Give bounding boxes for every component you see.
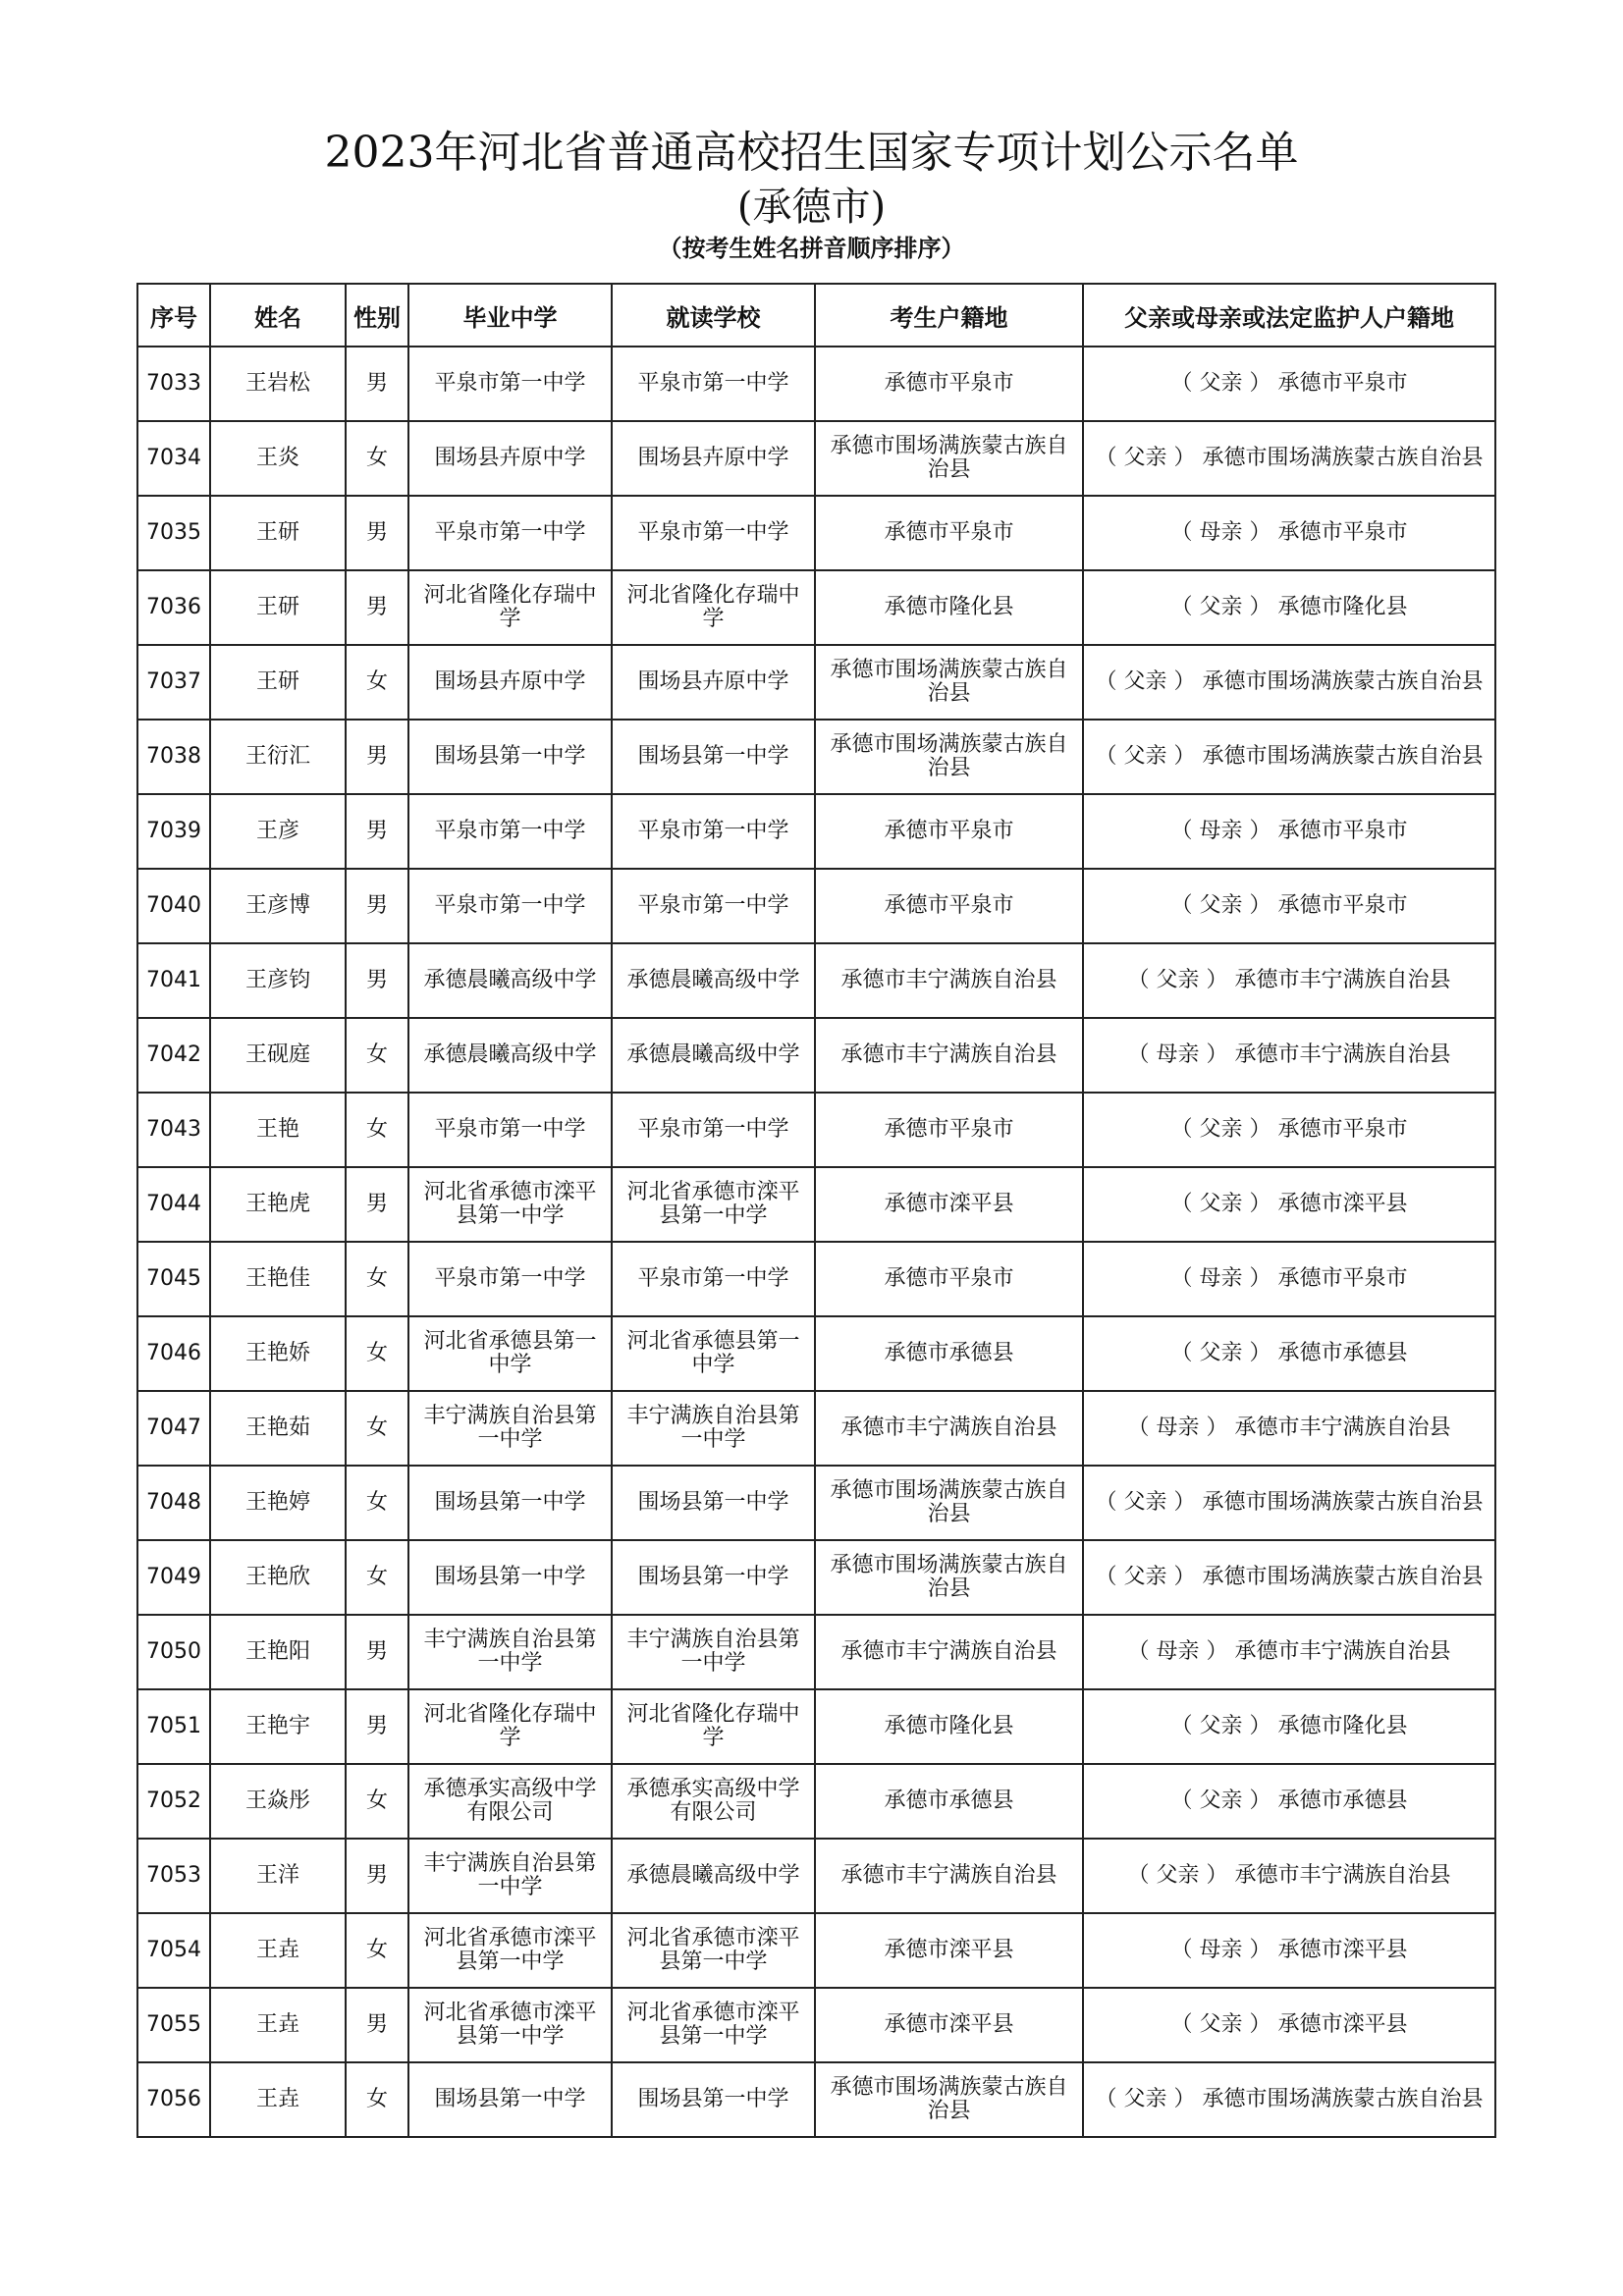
cell-grad-school: 丰宁满族自治县第一中学 — [408, 1391, 612, 1466]
cell-guardian-domicile: （ 母亲 ） 承德市丰宁满族自治县 — [1083, 1018, 1495, 1093]
cell-name: 王艳阳 — [210, 1615, 346, 1689]
table-row — [137, 869, 1495, 943]
cell-current-school: 围场县卉原中学 — [612, 421, 815, 496]
table-row — [137, 1167, 1495, 1242]
cell-number: 7038 — [137, 720, 210, 794]
cell-domicile: 承德市承德县 — [815, 1316, 1083, 1391]
cell-grad-school: 围场县卉原中学 — [408, 421, 612, 496]
col-header-name: 姓名 — [210, 284, 346, 347]
cell-domicile: 承德市围场满族蒙古族自治县 — [815, 720, 1083, 794]
cell-current-school: 承德晨曦高级中学 — [612, 1018, 815, 1093]
cell-current-school: 平泉市第一中学 — [612, 869, 815, 943]
cell-current-school: 丰宁满族自治县第一中学 — [612, 1391, 815, 1466]
cell-grad-school: 河北省承德市滦平县第一中学 — [408, 1167, 612, 1242]
cell-grad-school: 平泉市第一中学 — [408, 869, 612, 943]
cell-grad-school: 围场县第一中学 — [408, 1540, 612, 1615]
cell-number: 7048 — [137, 1466, 210, 1540]
cell-name: 王彦博 — [210, 869, 346, 943]
cell-guardian-domicile: （ 母亲 ） 承德市平泉市 — [1083, 1242, 1495, 1316]
table-row — [137, 1316, 1495, 1391]
cell-guardian-domicile: （ 母亲 ） 承德市滦平县 — [1083, 1913, 1495, 1988]
cell-current-school: 河北省隆化存瑞中学 — [612, 1689, 815, 1764]
cell-current-school: 河北省承德县第一中学 — [612, 1316, 815, 1391]
cell-domicile: 承德市围场满族蒙古族自治县 — [815, 1466, 1083, 1540]
cell-number: 7041 — [137, 943, 210, 1018]
table-row — [137, 720, 1495, 794]
cell-current-school: 河北省隆化存瑞中学 — [612, 570, 815, 645]
cell-gender: 男 — [346, 570, 408, 645]
cell-guardian-domicile: （ 父亲 ） 承德市滦平县 — [1083, 1988, 1495, 2062]
cell-guardian-domicile: （ 母亲 ） 承德市平泉市 — [1083, 794, 1495, 869]
col-header-number: 序号 — [137, 284, 210, 347]
cell-number: 7039 — [137, 794, 210, 869]
cell-guardian-domicile: （ 父亲 ） 承德市隆化县 — [1083, 570, 1495, 645]
table-row — [137, 1466, 1495, 1540]
cell-guardian-domicile: （ 父亲 ） 承德市围场满族蒙古族自治县 — [1083, 645, 1495, 720]
cell-domicile: 承德市平泉市 — [815, 347, 1083, 421]
cell-number: 7049 — [137, 1540, 210, 1615]
cell-guardian-domicile: （ 父亲 ） 承德市承德县 — [1083, 1764, 1495, 1839]
cell-name: 王艳欣 — [210, 1540, 346, 1615]
cell-current-school: 承德晨曦高级中学 — [612, 943, 815, 1018]
cell-current-school: 平泉市第一中学 — [612, 496, 815, 570]
cell-domicile: 承德市丰宁满族自治县 — [815, 1391, 1083, 1466]
cell-grad-school: 围场县第一中学 — [408, 720, 612, 794]
cell-gender: 男 — [346, 1839, 408, 1913]
cell-name: 王艳 — [210, 1093, 346, 1167]
cell-name: 王艳宇 — [210, 1689, 346, 1764]
table-row — [137, 421, 1495, 496]
cell-grad-school: 承德晨曦高级中学 — [408, 1018, 612, 1093]
table-row — [137, 347, 1495, 421]
cell-domicile: 承德市平泉市 — [815, 496, 1083, 570]
cell-guardian-domicile: （ 父亲 ） 承德市滦平县 — [1083, 1167, 1495, 1242]
cell-domicile: 承德市围场满族蒙古族自治县 — [815, 645, 1083, 720]
cell-domicile: 承德市丰宁满族自治县 — [815, 1018, 1083, 1093]
cell-current-school: 围场县第一中学 — [612, 2062, 815, 2137]
table-row — [137, 1988, 1495, 2062]
cell-guardian-domicile: （ 父亲 ） 承德市围场满族蒙古族自治县 — [1083, 2062, 1495, 2137]
cell-gender: 男 — [346, 869, 408, 943]
cell-number: 7054 — [137, 1913, 210, 1988]
cell-guardian-domicile: （ 母亲 ） 承德市平泉市 — [1083, 496, 1495, 570]
cell-number: 7037 — [137, 645, 210, 720]
cell-guardian-domicile: （ 父亲 ） 承德市丰宁满族自治县 — [1083, 943, 1495, 1018]
cell-name: 王垚 — [210, 1988, 346, 2062]
cell-domicile: 承德市滦平县 — [815, 1913, 1083, 1988]
cell-number: 7053 — [137, 1839, 210, 1913]
cell-guardian-domicile: （ 母亲 ） 承德市丰宁满族自治县 — [1083, 1615, 1495, 1689]
col-header-domicile: 考生户籍地 — [815, 284, 1083, 347]
table-row — [137, 794, 1495, 869]
cell-gender: 女 — [346, 1018, 408, 1093]
cell-gender: 男 — [346, 1689, 408, 1764]
cell-gender: 女 — [346, 2062, 408, 2137]
cell-number: 7035 — [137, 496, 210, 570]
cell-name: 王砚庭 — [210, 1018, 346, 1093]
cell-current-school: 丰宁满族自治县第一中学 — [612, 1615, 815, 1689]
cell-name: 王岩松 — [210, 347, 346, 421]
cell-number: 7056 — [137, 2062, 210, 2137]
table-row — [137, 1018, 1495, 1093]
cell-number: 7042 — [137, 1018, 210, 1093]
col-header-gender: 性别 — [346, 284, 408, 347]
cell-domicile: 承德市隆化县 — [815, 1689, 1083, 1764]
cell-grad-school: 承德承实高级中学有限公司 — [408, 1764, 612, 1839]
table-row — [137, 645, 1495, 720]
cell-number: 7033 — [137, 347, 210, 421]
cell-gender: 男 — [346, 720, 408, 794]
cell-number: 7050 — [137, 1615, 210, 1689]
cell-grad-school: 承德晨曦高级中学 — [408, 943, 612, 1018]
cell-grad-school: 围场县第一中学 — [408, 2062, 612, 2137]
page-title: 2023年河北省普通高校招生国家专项计划公示名单 — [324, 128, 1299, 178]
cell-grad-school: 丰宁满族自治县第一中学 — [408, 1615, 612, 1689]
cell-grad-school: 河北省承德市滦平县第一中学 — [408, 1988, 612, 2062]
cell-name: 王洋 — [210, 1839, 346, 1913]
cell-current-school: 平泉市第一中学 — [612, 347, 815, 421]
cell-grad-school: 河北省承德市滦平县第一中学 — [408, 1913, 612, 1988]
cell-grad-school: 围场县卉原中学 — [408, 645, 612, 720]
cell-grad-school: 河北省隆化存瑞中学 — [408, 570, 612, 645]
cell-grad-school: 平泉市第一中学 — [408, 1093, 612, 1167]
cell-gender: 女 — [346, 1242, 408, 1316]
col-header-grad-school: 毕业中学 — [408, 284, 612, 347]
roster-table — [136, 283, 1496, 2138]
cell-name: 王艳茹 — [210, 1391, 346, 1466]
cell-name: 王研 — [210, 570, 346, 645]
cell-number: 7046 — [137, 1316, 210, 1391]
cell-name: 王炎 — [210, 421, 346, 496]
table-row — [137, 570, 1495, 645]
col-header-guardian-domicile: 父亲或母亲或法定监护人户籍地 — [1083, 284, 1495, 347]
cell-domicile: 承德市丰宁满族自治县 — [815, 943, 1083, 1018]
cell-domicile: 承德市丰宁满族自治县 — [815, 1615, 1083, 1689]
header-row — [137, 284, 1495, 347]
cell-current-school: 围场县第一中学 — [612, 1466, 815, 1540]
cell-gender: 女 — [346, 421, 408, 496]
cell-gender: 女 — [346, 1540, 408, 1615]
cell-gender: 男 — [346, 496, 408, 570]
table-row — [137, 943, 1495, 1018]
cell-gender: 女 — [346, 645, 408, 720]
cell-number: 7051 — [137, 1689, 210, 1764]
cell-domicile: 承德市平泉市 — [815, 869, 1083, 943]
cell-grad-school: 河北省隆化存瑞中学 — [408, 1689, 612, 1764]
cell-name: 王艳虎 — [210, 1167, 346, 1242]
cell-number: 7045 — [137, 1242, 210, 1316]
cell-number: 7040 — [137, 869, 210, 943]
cell-domicile: 承德市围场满族蒙古族自治县 — [815, 1540, 1083, 1615]
table-row — [137, 1913, 1495, 1988]
cell-current-school: 围场县第一中学 — [612, 720, 815, 794]
cell-gender: 女 — [346, 1764, 408, 1839]
cell-grad-school: 平泉市第一中学 — [408, 347, 612, 421]
sort-note: （按考生姓名拼音顺序排序） — [658, 235, 965, 262]
cell-number: 7047 — [137, 1391, 210, 1466]
cell-name: 王艳婷 — [210, 1466, 346, 1540]
cell-name: 王焱彤 — [210, 1764, 346, 1839]
cell-grad-school: 丰宁满族自治县第一中学 — [408, 1839, 612, 1913]
cell-name: 王垚 — [210, 2062, 346, 2137]
cell-gender: 男 — [346, 1988, 408, 2062]
table-row — [137, 1689, 1495, 1764]
cell-gender: 女 — [346, 1913, 408, 1988]
cell-guardian-domicile: （ 父亲 ） 承德市平泉市 — [1083, 869, 1495, 943]
cell-name: 王彦 — [210, 794, 346, 869]
cell-gender: 男 — [346, 347, 408, 421]
cell-current-school: 平泉市第一中学 — [612, 1242, 815, 1316]
cell-domicile: 承德市滦平县 — [815, 1167, 1083, 1242]
table-row — [137, 2062, 1495, 2137]
cell-gender: 女 — [346, 1466, 408, 1540]
table-row — [137, 1093, 1495, 1167]
cell-number: 7055 — [137, 1988, 210, 2062]
cell-guardian-domicile: （ 父亲 ） 承德市平泉市 — [1083, 347, 1495, 421]
table-row — [137, 1540, 1495, 1615]
cell-gender: 男 — [346, 1167, 408, 1242]
cell-domicile: 承德市隆化县 — [815, 570, 1083, 645]
cell-grad-school: 平泉市第一中学 — [408, 1242, 612, 1316]
cell-name: 王彦钧 — [210, 943, 346, 1018]
cell-name: 王艳娇 — [210, 1316, 346, 1391]
table-row — [137, 496, 1495, 570]
cell-domicile: 承德市围场满族蒙古族自治县 — [815, 2062, 1083, 2137]
cell-gender: 男 — [346, 1615, 408, 1689]
cell-guardian-domicile: （ 父亲 ） 承德市围场满族蒙古族自治县 — [1083, 720, 1495, 794]
cell-name: 王垚 — [210, 1913, 346, 1988]
cell-guardian-domicile: （ 父亲 ） 承德市隆化县 — [1083, 1689, 1495, 1764]
cell-domicile: 承德市平泉市 — [815, 1093, 1083, 1167]
table-row — [137, 1839, 1495, 1913]
cell-gender: 女 — [346, 1316, 408, 1391]
cell-gender: 男 — [346, 943, 408, 1018]
cell-guardian-domicile: （ 母亲 ） 承德市丰宁满族自治县 — [1083, 1391, 1495, 1466]
cell-guardian-domicile: （ 父亲 ） 承德市平泉市 — [1083, 1093, 1495, 1167]
cell-grad-school: 围场县第一中学 — [408, 1466, 612, 1540]
cell-current-school: 围场县第一中学 — [612, 1540, 815, 1615]
cell-guardian-domicile: （ 父亲 ） 承德市围场满族蒙古族自治县 — [1083, 421, 1495, 496]
cell-number: 7043 — [137, 1093, 210, 1167]
cell-domicile: 承德市围场满族蒙古族自治县 — [815, 421, 1083, 496]
cell-name: 王艳佳 — [210, 1242, 346, 1316]
cell-number: 7052 — [137, 1764, 210, 1839]
cell-name: 王研 — [210, 496, 346, 570]
cell-gender: 男 — [346, 794, 408, 869]
cell-grad-school: 平泉市第一中学 — [408, 794, 612, 869]
table-row — [137, 1764, 1495, 1839]
cell-current-school: 河北省承德市滦平县第一中学 — [612, 1988, 815, 2062]
table-row — [137, 1615, 1495, 1689]
cell-current-school: 河北省承德市滦平县第一中学 — [612, 1913, 815, 1988]
cell-number: 7036 — [137, 570, 210, 645]
cell-current-school: 承德晨曦高级中学 — [612, 1839, 815, 1913]
cell-current-school: 平泉市第一中学 — [612, 794, 815, 869]
cell-domicile: 承德市承德县 — [815, 1764, 1083, 1839]
cell-domicile: 承德市滦平县 — [815, 1988, 1083, 2062]
cell-guardian-domicile: （ 父亲 ） 承德市围场满族蒙古族自治县 — [1083, 1540, 1495, 1615]
cell-name: 王衍汇 — [210, 720, 346, 794]
cell-current-school: 围场县卉原中学 — [612, 645, 815, 720]
cell-name: 王研 — [210, 645, 346, 720]
cell-domicile: 承德市平泉市 — [815, 1242, 1083, 1316]
cell-guardian-domicile: （ 父亲 ） 承德市围场满族蒙古族自治县 — [1083, 1466, 1495, 1540]
cell-current-school: 平泉市第一中学 — [612, 1093, 815, 1167]
cell-domicile: 承德市平泉市 — [815, 794, 1083, 869]
cell-grad-school: 河北省承德县第一中学 — [408, 1316, 612, 1391]
cell-number: 7044 — [137, 1167, 210, 1242]
cell-guardian-domicile: （ 父亲 ） 承德市承德县 — [1083, 1316, 1495, 1391]
cell-grad-school: 平泉市第一中学 — [408, 496, 612, 570]
cell-current-school: 河北省承德市滦平县第一中学 — [612, 1167, 815, 1242]
cell-gender: 女 — [346, 1093, 408, 1167]
cell-guardian-domicile: （ 父亲 ） 承德市丰宁满族自治县 — [1083, 1839, 1495, 1913]
table-row — [137, 1391, 1495, 1466]
cell-domicile: 承德市丰宁满族自治县 — [815, 1839, 1083, 1913]
cell-gender: 女 — [346, 1391, 408, 1466]
col-header-current-school: 就读学校 — [612, 284, 815, 347]
table-row — [137, 1242, 1495, 1316]
cell-number: 7034 — [137, 421, 210, 496]
cell-current-school: 承德承实高级中学有限公司 — [612, 1764, 815, 1839]
page-subtitle: (承德市) — [736, 185, 887, 230]
